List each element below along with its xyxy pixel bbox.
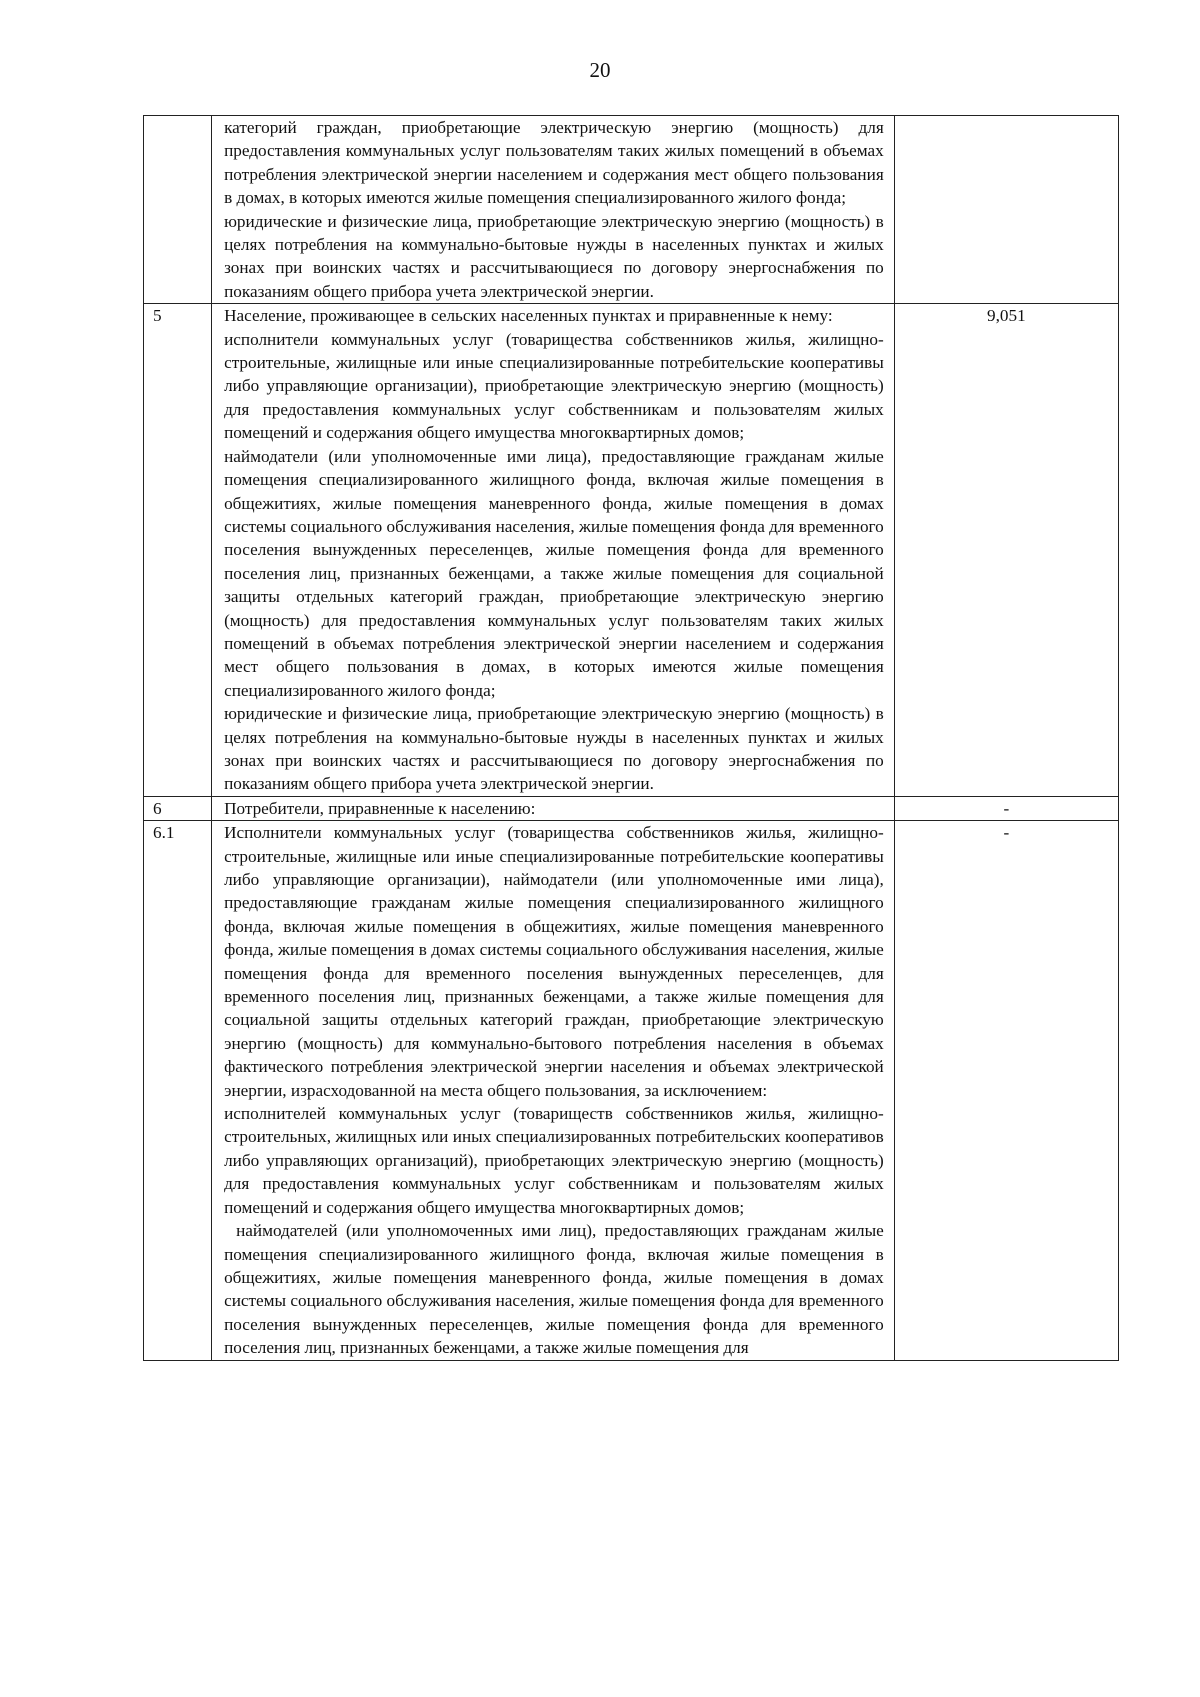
tariff-table: [143, 115, 1119, 1361]
row-number-cell: [144, 116, 212, 304]
description-paragraph: наймодатели (или уполномоченные ими лица), предоставляющие гражданам жилые помещения специализированного жилищного фонда, включая жилые помещения в общежитиях, жилые помещения маневренного фонда, жилые помещения в домах системы социального обслуживания населения, жилые помещения фонда для временного поселения вынужденных переселенцев, жилые помещения фонда для временного поселения лиц, признанных беженцами, а также жилые помещения для социальной защиты отдельных категорий граждан, приобретающие электрическую энергию (мощность) для предоставления коммунальных услуг пользователям таких жилых помещений в объемах потребления электрической энергии населением и содержания мест общего пользования в домах, в которых имеются жилые помещения специализированного жилого фонда;: [224, 446, 884, 700]
table-row: [144, 796, 1119, 820]
row-number-cell: 5: [144, 304, 212, 797]
row-number-cell: 6: [144, 796, 212, 820]
description-paragraph: Исполнители коммунальных услуг (товарищества собственников жилья, жилищно-строительные, жилищные или иные специализированные потребительские кооперативы либо управляющие организации), наймодатели (или уполномоченные ими лица), предоставляющие гражданам жилые помещения специализированного жилищного фонда, включая жилые помещения в общежитиях, жилые помещения маневренного фонда, жилые помещения в домах системы социального обслуживания населения, жилые помещения фонда для временного поселения вынужденных переселенцев, для временного поселения лиц, признанных беженцами, а также жилые помещения для социальной защиты отдельных категорий граждан, приобретающие электрическую энергию (мощность) для коммунально-бытового потребления населения в объемах фактического потребления электрической энергии населения и объемах электрической энергии, израсходованной на места общего пользования, за исключением:: [224, 823, 884, 1100]
description-paragraph: юридические и физические лица, приобретающие электрическую энергию (мощность) в целях потребления на коммунально-бытовые нужды в населенных пунктах и жилых зонах при воинских частях и рассчитывающиеся по договору энергоснабжения по показаниям общего прибора учета электрической энергии.: [224, 704, 884, 794]
row-number-cell: 6.1: [144, 821, 212, 1360]
row-description-cell: [212, 116, 895, 304]
row-description-cell: [212, 821, 895, 1360]
table-row: [144, 304, 1119, 797]
description-paragraph: Население, проживающее в сельских населенных пунктах и приравненные к нему:: [224, 306, 833, 326]
row-value-cell: -: [894, 821, 1118, 1360]
row-value-cell: [894, 116, 1118, 304]
row-value-cell: -: [894, 796, 1118, 820]
description-paragraph: Потребители, приравненные к населению:: [224, 798, 536, 818]
description-paragraph: юридические и физические лица, приобретающие электрическую энергию (мощность) в целях потребления на коммунально-бытовые нужды в населенных пунктах и жилых зонах при воинских частях и рассчитывающиеся по договору энергоснабжения по показаниям общего прибора учета электрической энергии.: [224, 211, 884, 301]
row-value-cell: 9,051: [894, 304, 1118, 797]
table-row: [144, 821, 1119, 1360]
description-paragraph: категорий граждан, приобретающие электрическую энергию (мощность) для предоставления коммунальных услуг пользователям таких жилых помещений в объемах потребления электрической энергии населением и содержания мест общего пользования в домах, в которых имеются жилые помещения специализированного жилого фонда;: [224, 118, 884, 208]
page-number: 20: [589, 58, 611, 82]
row-description-cell: [212, 796, 895, 820]
description-paragraph: наймодателей (или уполномоченных ими лиц), предоставляющих гражданам жилые помещения специализированного жилищного фонда, включая жилые помещения в общежитиях, жилые помещения маневренного фонда, жилые помещения в домах системы социального обслуживания населения, жилые помещения фонда для временного поселения вынужденных переселенцев, жилые помещения фонда для временного поселения лиц, признанных беженцами, а также жилые помещения для: [224, 1221, 884, 1358]
description-paragraph: исполнители коммунальных услуг (товарищества собственников жилья, жилищно-строительные, жилищные или иные специализированные потребительские кооперативы либо управляющие организации), приобретающие электрическую энергию (мощность) для предоставления коммунальных услуг собственникам и пользователям жилых помещений и содержания общего имущества многоквартирных домов;: [224, 329, 884, 443]
description-paragraph: исполнителей коммунальных услуг (товариществ собственников жилья, жилищно-строительных, жилищных или иных специализированных потребительских кооперативов либо управляющих организаций), приобретающих электрическую энергию (мощность) для предоставления коммунальных услуг собственникам и пользователям жилых помещений и содержания общего имущества многоквартирных домов;: [224, 1104, 884, 1217]
table-row: [144, 116, 1119, 304]
row-description-cell: [212, 304, 895, 797]
